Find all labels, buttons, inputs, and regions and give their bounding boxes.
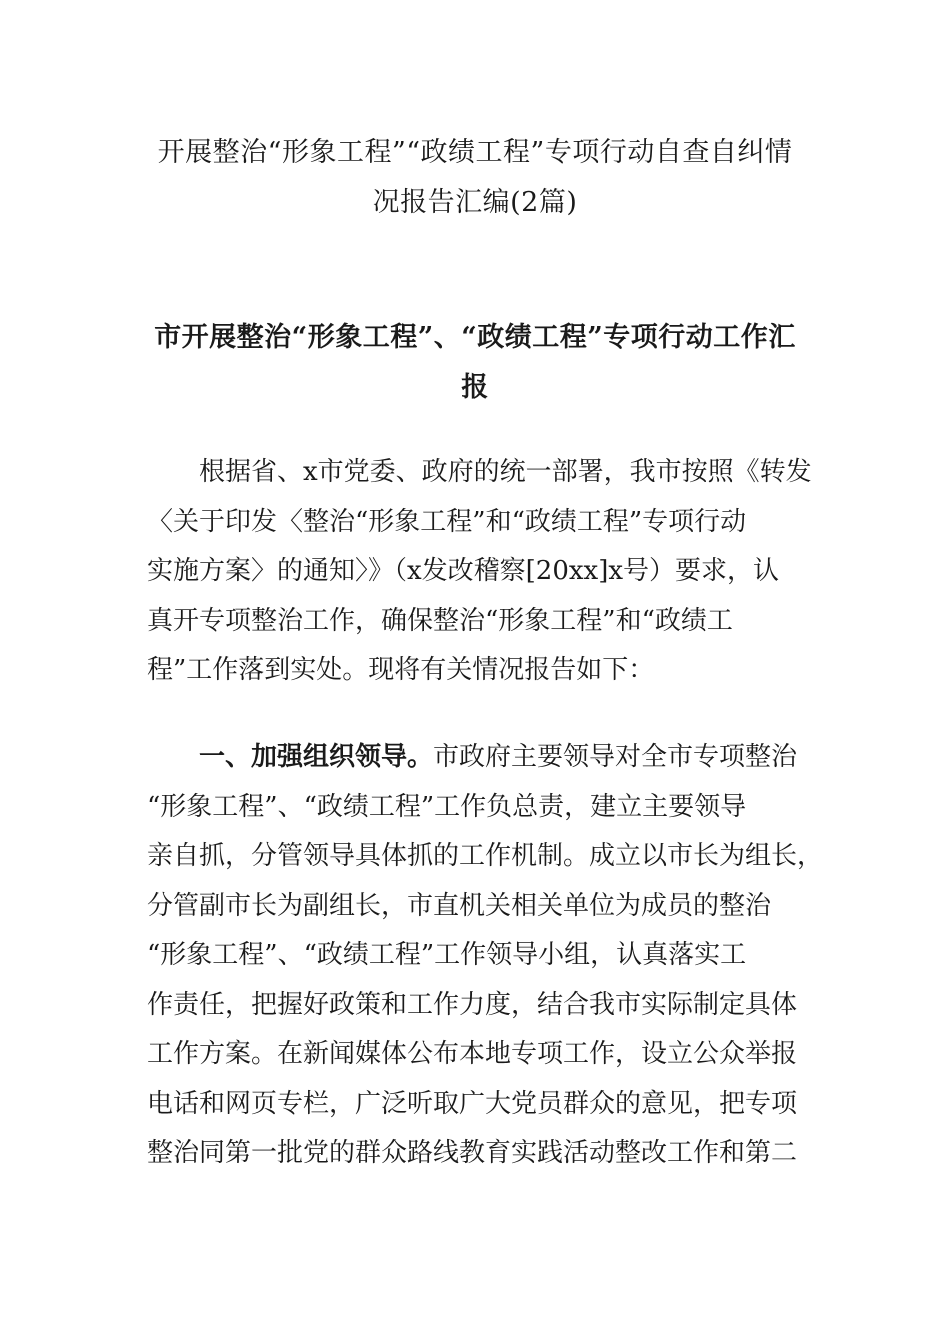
document-title [140,128,810,228]
intro-paragraph [147,448,812,696]
paragraph-text: 市政府主要领导对全市专项整治 [433,742,798,772]
paragraph-line: 整治同第一批党的群众路线教育实践活动整改工作和第二 [147,1138,798,1168]
article-title-line: 市开展整治“形象工程”、“政绩工程”专项行动工作汇 [154,322,796,353]
section-one-paragraph [147,733,824,1179]
paragraph-line [147,733,807,783]
paragraph-line: 真开专项整治工作，确保整治“形象工程”和“政绩工 [147,605,733,636]
paragraph-line: 工作方案。在新闻媒体公布本地专项工作，设立公众举报 [147,1039,798,1069]
paragraph-line: 〈关于印发〈整治“形象工程”和“政绩工程”专项行动 [147,506,747,537]
document-title-line: 开展整治“形象工程”“政绩工程”专项行动自查自纠情 [157,137,793,168]
article-title-line: 报 [461,372,489,403]
document-title-line: 况报告汇编(2篇) [372,187,578,218]
paragraph-line: 作责任，把握好政策和工作力度，结合我市实际制定具体 [147,989,798,1020]
article-title [140,313,810,413]
paragraph-line: “形象工程”、“政绩工程”工作负总责，建立主要领导 [147,791,747,822]
paragraph-line: “形象工程”、“政绩工程”工作领导小组，认真落实工 [147,940,747,970]
paragraph-line: 亲自抓，分管领导具体抓的工作机制。成立以市长为组长， [147,841,824,871]
paragraph-line: 实施方案〉的通知〉》（x发改稽察[20xx]x号）要求，认 [147,556,780,586]
paragraph-line: 根据省、x市党委、政府的统一部署，我市按照《转发 [199,457,812,487]
paragraph-line: 电话和网页专栏，广泛听取广大党员群众的意见，把专项 [147,1088,798,1119]
section-heading: 一、加强组织领导。 [199,742,434,772]
paragraph-line: 分管副市长为副组长，市直机关相关单位为成员的整治 [147,890,772,921]
paragraph-line: 程”工作落到实处。现将有关情况报告如下： [147,655,655,685]
